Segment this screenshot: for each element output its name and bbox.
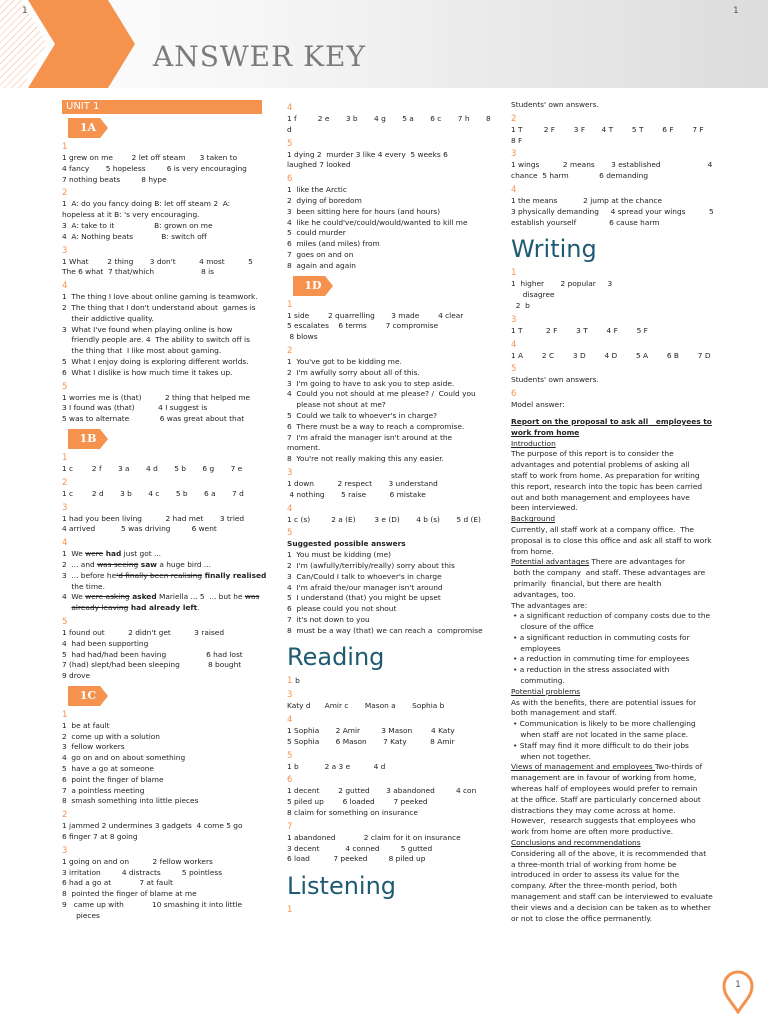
exercise-number: 1 bbox=[62, 142, 68, 152]
answer-line: Model answer: bbox=[511, 400, 565, 410]
answer-line: pieces bbox=[62, 910, 100, 920]
answer-line: 2 The thing that I don't understand about games is bbox=[62, 302, 256, 312]
exercise-number: 4 bbox=[62, 538, 68, 549]
answer-line: establish yourself 6 cause harm bbox=[511, 217, 660, 227]
answer-line: 8 blows bbox=[287, 332, 318, 342]
exercise-number: 3 bbox=[287, 690, 293, 701]
footer-page-number: 1 bbox=[735, 980, 741, 990]
answer-line: 3 Can/Could I talk to whoever's in charge bbox=[287, 571, 442, 581]
answer-line: 1 c 2 d 3 b 4 c 5 b 6 a 7 d bbox=[62, 488, 244, 498]
answer-line: company. After the three-month period, both bbox=[511, 881, 677, 891]
answer-line: distractions they may come across at home. bbox=[511, 805, 676, 815]
exercise-number: 1 bbox=[287, 299, 293, 310]
answer-line: 6 point the finger of blame bbox=[62, 774, 164, 784]
lesson-badge bbox=[293, 276, 333, 296]
answer-line: 1 grew on me 2 let off steam 3 taken to bbox=[62, 153, 238, 162]
answer-segment: had bbox=[103, 549, 122, 559]
answer-line: 5 had had/had been having 6 had lost bbox=[62, 649, 243, 659]
lesson-badge-label: 1D bbox=[304, 278, 322, 292]
answer-line: 7 goes on and on bbox=[287, 249, 354, 259]
answer-line: 4 had been supporting bbox=[62, 638, 149, 648]
answer-segment: Views of management and employees bbox=[511, 762, 656, 772]
exercise-number: 1 bbox=[287, 905, 293, 916]
answer-line: introduced in order to assess its value for the bbox=[511, 870, 680, 880]
answer-line: 1 found out 2 didn't get 3 raised bbox=[62, 627, 225, 637]
answer-line: 1 You've got to be kidding me. bbox=[287, 356, 402, 366]
answer-line: 5 escalates 6 terms 7 compromise bbox=[287, 321, 439, 331]
answer-segment: Two-thirds of bbox=[655, 762, 703, 772]
answer-line: 8 again and again bbox=[287, 260, 356, 270]
report-title: Report on the proposal to ask all employees to bbox=[511, 416, 712, 426]
answer-line: proposal is to close this office and ask all staff to work bbox=[511, 535, 712, 545]
report-title: work from home bbox=[511, 427, 580, 437]
answer-segment: finally realised bbox=[202, 570, 267, 580]
lesson-badge bbox=[68, 686, 108, 706]
answer-line: both the company and staff. These advantages are bbox=[511, 568, 706, 578]
answer-line: 1 going on and on 2 fellow workers bbox=[62, 856, 213, 866]
answer-line bbox=[62, 571, 270, 582]
bullet-icon: • bbox=[513, 740, 520, 750]
answer-line: their views and a decision can be taken as to whether bbox=[511, 902, 711, 912]
answer-segment: a huge bird ... bbox=[157, 559, 211, 569]
column-left bbox=[62, 100, 270, 922]
answer-line: 5 could murder bbox=[287, 228, 346, 238]
answer-line: the thing that I like most about gaming. bbox=[62, 346, 222, 356]
answer-segment: 2 ... and bbox=[62, 559, 98, 569]
answer-line: advantages, too. bbox=[511, 589, 576, 599]
bullet-text: a reduction in commuting time for employees bbox=[519, 654, 690, 664]
bullet-icon: • bbox=[513, 632, 520, 642]
answer-line: 1 You must be kidding (me) bbox=[287, 550, 392, 560]
answer-line: 3 irritation 4 distracts 5 pointless bbox=[62, 867, 223, 877]
answer-line: hopeless at it B: 's very encouraging. bbox=[62, 210, 200, 220]
answer-segment: just got ... bbox=[121, 549, 162, 559]
answer-segment: asked bbox=[129, 592, 157, 602]
answer-line: 1 wings 2 means 3 established 4 bbox=[511, 160, 713, 170]
answer-line: The 6 what 7 that/which 8 is bbox=[62, 267, 215, 277]
lesson-badge bbox=[68, 429, 108, 449]
answer-segment: 1 We bbox=[62, 549, 86, 559]
answer-line: 2 b bbox=[511, 300, 530, 310]
section-heading: Reading bbox=[287, 643, 385, 672]
answer-line: However, research suggests that employees who bbox=[511, 816, 696, 826]
answer-line: 1 be at fault bbox=[62, 720, 110, 730]
answer-segment bbox=[62, 603, 71, 612]
answer-line: 2 I'm (awfully/terribly/really) sorry about this bbox=[287, 560, 455, 570]
answer-line: moment. bbox=[287, 443, 321, 453]
subheading: Suggested possible answers bbox=[287, 539, 406, 549]
answer-line: friendly people are. 4 The ability to switch off is bbox=[62, 335, 250, 345]
bullet-item bbox=[511, 633, 716, 644]
answer-line: 4 arrived 5 was driving 6 went bbox=[62, 524, 217, 534]
answer-line bbox=[62, 549, 270, 560]
exercise-number: 2 bbox=[287, 345, 293, 356]
answer-segment: . bbox=[197, 603, 200, 613]
answer-line: Considering all of the above, it is recommended that bbox=[511, 848, 707, 858]
lesson-badge-label: 1A bbox=[79, 121, 97, 134]
answer-line: 4 Could you not should at me please? / Could you bbox=[287, 389, 476, 399]
answer-line: 1 A: do you fancy doing B: let off steam 2 A: bbox=[62, 199, 231, 209]
answer-line: 7 I'm afraid the manager isn't around at the bbox=[287, 432, 453, 442]
lesson-badge bbox=[68, 118, 108, 138]
exercise-number: 4 bbox=[287, 503, 293, 514]
exercise-number: 2 bbox=[62, 810, 68, 821]
exercise-number: 6 bbox=[287, 775, 293, 786]
answer-line: 7 nothing beats 8 hype bbox=[62, 174, 167, 184]
exercise-number: 4 bbox=[511, 339, 517, 350]
bullet-item bbox=[511, 665, 716, 676]
answer-segment: 'd finally been realising bbox=[116, 570, 203, 580]
answer-line: advantages and potential problems of asking all bbox=[511, 460, 690, 470]
answer-line: Currently, all staff work at a company office. The bbox=[511, 524, 694, 534]
bullet-text: a significant reduction of company costs due to the bbox=[519, 611, 711, 621]
bullet-icon: • bbox=[513, 719, 520, 729]
answer-line: the time. bbox=[62, 581, 105, 591]
answer-line: Students' own answers. bbox=[511, 100, 599, 109]
answer-line: The purpose of this report is to consider the bbox=[511, 449, 674, 459]
answer-line: when staff are not located in the same place. bbox=[511, 730, 689, 740]
answer-segment: was bbox=[244, 592, 260, 602]
answer-line: 1 The thing I love about online gaming is teamwork. bbox=[62, 292, 258, 302]
answer-segment: 3 ... before he bbox=[62, 570, 117, 580]
answer-line: 8 smash something into little pieces bbox=[62, 796, 199, 806]
answer-line: 7 it's not down to you bbox=[287, 614, 370, 624]
bullet-text: Staff may find it more difficult to do their jobs bbox=[519, 740, 689, 750]
answer-segment: was seeing bbox=[97, 559, 139, 569]
answer-line: 6 There must be a way to reach a compromise. bbox=[287, 421, 465, 431]
answer-line: 1 b 2 a 3 e 4 d bbox=[287, 761, 386, 771]
answer-line: from home. bbox=[511, 546, 554, 556]
answer-line: 6 finger 7 at 8 going bbox=[62, 832, 138, 842]
answer-line: 3 What I've found when playing online is how bbox=[62, 324, 233, 334]
answer-line: commuting. bbox=[511, 676, 565, 686]
exercise-number: 3 bbox=[62, 845, 68, 856]
bullet-icon: • bbox=[513, 665, 520, 675]
answer-line: 6 had a go at 7 at fault bbox=[62, 878, 173, 888]
answer-line: 3 physically demanding 4 spread your wings 5 bbox=[511, 206, 714, 216]
answer-line: 3 decent 4 conned 5 gutted bbox=[287, 843, 433, 853]
report-subheading: Potential problems bbox=[511, 686, 581, 696]
answer-line: 5 Could we talk to whoever's in charge? bbox=[287, 410, 438, 420]
answer-line bbox=[62, 603, 270, 614]
answer-line: 3 fellow workers bbox=[62, 742, 125, 752]
answer-line: 6 please could you not shout bbox=[287, 604, 397, 614]
answer-line: at the office. Staff are particularly concerned about bbox=[511, 794, 701, 804]
exercise-number: 3 bbox=[511, 314, 517, 325]
answer-line: 1 the means 2 jump at the chance bbox=[511, 195, 663, 205]
answer-line: 8 You're not really making this any easier. bbox=[287, 454, 444, 464]
answer-line: work from home are often more productive. bbox=[511, 827, 674, 837]
answer-line bbox=[62, 592, 270, 603]
answer-segment: Potential advantages bbox=[511, 557, 590, 567]
answer-line: whereas half of employees would prefer to remain bbox=[511, 784, 698, 794]
answer-line: 3 I'm going to have to ask you to step aside. bbox=[287, 378, 455, 388]
answer-line: 1 f 2 e 3 b 4 g 5 a 6 c 7 h 8 d bbox=[287, 114, 494, 134]
exercise-number: 1 bbox=[62, 709, 68, 720]
answer-line: 1 dying 2 murder 3 like 4 every 5 weeks 6 bbox=[287, 149, 448, 159]
exercise-number: 3 bbox=[287, 467, 293, 478]
exercise-number: 5 bbox=[62, 381, 68, 392]
answer-line: or not to close the office permanently. bbox=[511, 913, 653, 923]
exercise-number: 5 bbox=[287, 138, 293, 149]
answer-line: 8 claim for something on insurance bbox=[287, 808, 418, 818]
exercise-number: 5 bbox=[287, 528, 293, 539]
answer-line: 1 higher 2 popular 3 bbox=[511, 279, 613, 289]
answer-line: 4 I'm afraid the/our manager isn't around bbox=[287, 582, 443, 592]
lesson-badge-label: 1C bbox=[79, 688, 97, 702]
answer-segment: already leaving bbox=[71, 603, 129, 613]
answer-line: 4 fancy 5 hopeless 6 is very encouraging bbox=[62, 163, 247, 173]
exercise-number: 3 bbox=[62, 245, 68, 256]
answer-line: 1 worries me is (that) 2 thing that helped me bbox=[62, 392, 251, 402]
answer-line: 5 piled up 6 loaded 7 peeked bbox=[287, 797, 428, 807]
exercise-number: 2 bbox=[511, 113, 517, 124]
answer-line: 1 decent 2 gutted 3 abandoned 4 con bbox=[287, 786, 477, 796]
answer-line: chance 5 harm 6 demanding bbox=[511, 171, 649, 181]
report-subheading: Introduction bbox=[511, 438, 556, 448]
exercise-number: 4 bbox=[62, 281, 68, 292]
answer-line: both management and staff. bbox=[511, 708, 617, 718]
exercise-number: 5 bbox=[62, 616, 68, 627]
answer-line: 1 abandoned 2 claim for it on insurance bbox=[287, 832, 461, 842]
answer-line: 2 I'm awfully sorry about all of this. bbox=[287, 367, 420, 377]
answer-line: a three-month trial of working from home be bbox=[511, 859, 677, 869]
answer-line: 6 load 7 peeked 8 piled up bbox=[287, 854, 426, 864]
answer-line bbox=[62, 560, 270, 571]
answer-line: their addictive quality. bbox=[62, 313, 154, 323]
page-number-top-right: 1 bbox=[733, 6, 739, 16]
exercise-number: 2 bbox=[62, 188, 68, 199]
exercise-number: 1 bbox=[511, 268, 517, 279]
answer-segment: There are advantages for bbox=[589, 557, 686, 567]
answer-line: 1 c 2 f 3 a 4 d 5 b 6 g 7 e bbox=[62, 463, 243, 473]
header-chevron-icon bbox=[0, 0, 140, 90]
answer-line: employees bbox=[511, 643, 561, 653]
bullet-text: Communication is likely to be more challenging bbox=[519, 719, 696, 729]
answer-line: 1 jammed 2 undermines 3 gadgets 4 come 5 go bbox=[62, 821, 243, 831]
answer-line: laughed 7 looked bbox=[287, 160, 351, 170]
answer-segment: Mariella ... 5 ... but he bbox=[156, 592, 245, 602]
answer-line: primarily financial, but there are health bbox=[511, 578, 662, 588]
section-heading: Writing bbox=[511, 235, 597, 264]
bullet-text: a reduction in the stress associated with bbox=[519, 665, 670, 675]
answer-segment: were asking bbox=[85, 592, 130, 602]
page-pin-icon bbox=[722, 970, 754, 1016]
exercise-number: 4 bbox=[287, 715, 293, 726]
column-middle bbox=[287, 100, 497, 916]
answer-line: 2 dying of boredom bbox=[287, 195, 362, 205]
exercise-number: 2 bbox=[62, 477, 68, 488]
exercise-number: 3 bbox=[62, 502, 68, 513]
answer-line: 3 I found was (that) 4 I suggest is bbox=[62, 403, 208, 413]
answer-line: been interviewed. bbox=[511, 503, 578, 513]
bullet-item bbox=[511, 741, 716, 752]
answer-line: 7 a pointless meeting bbox=[62, 785, 145, 795]
answer-segment: 4 We bbox=[62, 592, 86, 602]
answer-line: staff to work from home. As preparation for writing bbox=[511, 470, 700, 480]
answer-line: 5 was to alternate 6 was great about that bbox=[62, 414, 245, 424]
answer-line: closure of the office bbox=[511, 622, 594, 632]
section-heading: Listening bbox=[287, 872, 397, 901]
answer-line: 1 down 2 respect 3 understand bbox=[287, 478, 438, 488]
answer-line: 1 had you been living 2 had met 3 tried bbox=[62, 513, 245, 523]
answer-line: 5 Sophia 6 Mason 7 Katy 8 Amir bbox=[287, 736, 455, 746]
answer-line: out and both management and employees have bbox=[511, 492, 690, 502]
bullet-icon: • bbox=[513, 654, 520, 664]
answer-line: 5 I understand (that) you might be upset bbox=[287, 593, 441, 603]
column-right bbox=[511, 100, 723, 924]
exercise-number: 5 bbox=[511, 364, 517, 375]
answer-segment: b bbox=[295, 676, 300, 686]
bullet-item bbox=[511, 611, 716, 622]
bullet-icon: • bbox=[513, 611, 520, 621]
answer-segment: had already left bbox=[128, 603, 198, 613]
answer-line: 9 drove bbox=[62, 671, 91, 681]
lesson-badge-label: 1B bbox=[79, 431, 97, 445]
answer-line: management and staff can be interviewed to evaluate bbox=[511, 892, 713, 902]
exercise-number: 7 bbox=[287, 821, 293, 832]
answer-line: 1 T 2 F 3 F 4 T 5 T 6 F 7 F 8 F bbox=[511, 124, 723, 145]
answer-line: 6 What I dislike is how much time it takes up. bbox=[62, 367, 233, 377]
answer-line bbox=[511, 762, 716, 773]
answer-line: please not shout at me? bbox=[287, 400, 386, 410]
answer-line: Students' own answers. bbox=[511, 375, 599, 385]
answer-line: 1 Sophia 2 Amir 3 Mason 4 Katy bbox=[287, 726, 455, 736]
answer-line: As with the benefits, there are potential issues for bbox=[511, 697, 697, 707]
answer-line: 5 What I enjoy doing is exploring different worlds. bbox=[62, 356, 249, 366]
exercise-number: 6 bbox=[287, 174, 293, 185]
answer-line: 4 nothing 5 raise 6 mistake bbox=[287, 489, 426, 499]
answer-line: 4 A: Nothing beats B: switch off bbox=[62, 231, 207, 241]
report-subheading: Conclusions and recommendations bbox=[511, 838, 641, 848]
answer-segment: saw bbox=[138, 559, 158, 569]
answer-line: disagree bbox=[511, 290, 555, 300]
page-title: ANSWER KEY bbox=[153, 40, 366, 73]
answer-line: 9 came up with 10 smashing it into little bbox=[62, 900, 242, 910]
answer-line: 5 have a go at someone bbox=[62, 764, 154, 774]
answer-line: 1 side 2 quarrelling 3 made 4 clear bbox=[287, 310, 464, 320]
answer-line: 7 (had) slept/had been sleeping 8 bought bbox=[62, 660, 242, 670]
answer-line: 1 What 2 thing 3 don't 4 most 5 bbox=[62, 256, 253, 266]
answer-line: Katy d Amir c Mason a Sophia b bbox=[287, 701, 445, 711]
answer-line: 1 A 2 C 3 D 4 D 5 A 6 B 7 D bbox=[511, 350, 711, 360]
unit-heading: UNIT 1 bbox=[62, 100, 262, 114]
answer-line: 1 like the Arctic bbox=[287, 185, 347, 195]
answer-line: management are in favour of working from home, bbox=[511, 773, 697, 783]
exercise-number: 6 bbox=[511, 389, 517, 400]
exercise-number: 1 bbox=[62, 452, 68, 463]
answer-line: this report, research into the topic has been carried bbox=[511, 481, 703, 491]
page-number-top-left: 1 bbox=[22, 6, 28, 16]
answer-segment: 1 bbox=[287, 676, 296, 687]
answer-line: 4 go on and on about something bbox=[62, 753, 186, 763]
exercise-number: 4 bbox=[511, 184, 517, 195]
answer-line: 1 c (s) 2 a (E) 3 e (D) 4 b (s) 5 d (E) bbox=[287, 514, 481, 524]
answer-line: 3 been sitting here for hours (and hours) bbox=[287, 206, 441, 216]
answer-line: 6 miles (and miles) from bbox=[287, 239, 380, 249]
answer-line: 8 must be a way (that) we can reach a compromise bbox=[287, 625, 483, 635]
report-subheading: Background bbox=[511, 514, 556, 524]
exercise-number: 3 bbox=[511, 149, 517, 160]
answer-line bbox=[287, 676, 497, 687]
answer-line: 1 T 2 F 3 T 4 F 5 F bbox=[511, 325, 648, 335]
bullet-text: a significant reduction in commuting costs for bbox=[519, 632, 690, 642]
bullet-item bbox=[511, 719, 716, 730]
exercise-number: 4 bbox=[287, 103, 293, 113]
bullet-item bbox=[511, 654, 716, 665]
answer-line: The advantages are: bbox=[511, 600, 588, 610]
answer-line: 3 A: take to it B: grown on me bbox=[62, 220, 213, 230]
answer-line: 4 like he could've/could/would/wanted to kill me bbox=[287, 217, 468, 227]
answer-line: when not together. bbox=[511, 751, 591, 761]
answer-line bbox=[511, 557, 716, 568]
answer-line: 2 come up with a solution bbox=[62, 731, 160, 741]
answer-segment: were bbox=[85, 549, 104, 559]
exercise-number: 5 bbox=[287, 750, 293, 761]
answer-line: 8 pointed the finger of blame at me bbox=[62, 889, 197, 899]
